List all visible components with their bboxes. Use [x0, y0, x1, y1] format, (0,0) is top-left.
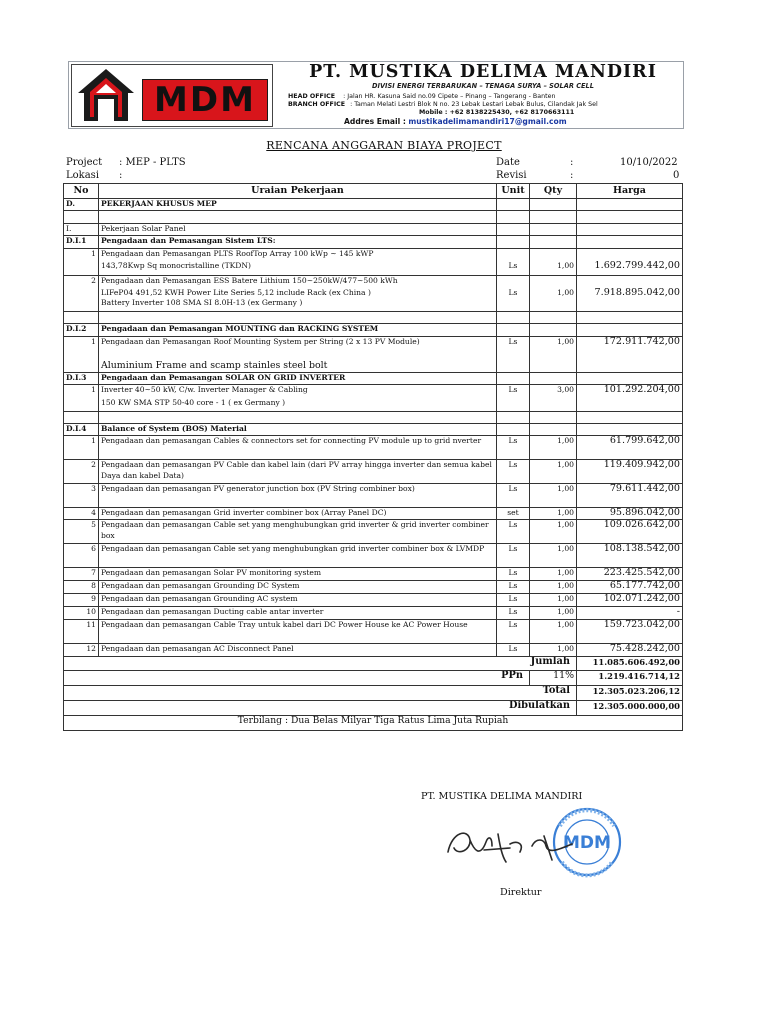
company-tagline: DIVISI ENERGI TERBARUKAN – TENAGA SURYA – SOLAR CELL	[372, 82, 594, 90]
item-no: 7	[64, 568, 99, 581]
total-value: 12.305.023.206,12	[577, 686, 683, 701]
item-qty: 1,00	[530, 520, 577, 544]
item-desc-detail	[99, 288, 497, 312]
subsection-title: Pengadaan dan Pemasangan Sistem LTS:	[99, 236, 497, 249]
item-no: 1	[64, 249, 99, 261]
date-colon: :	[570, 157, 574, 168]
item-desc: Pengadaan dan pemasangan Solar PV monitoring system	[99, 568, 497, 581]
item-unit: Ls	[497, 385, 530, 398]
item-qty: 1,00	[530, 568, 577, 581]
terbilang-row	[64, 716, 683, 731]
item-no: 2	[64, 276, 99, 288]
item-unit: Ls	[497, 568, 530, 581]
item-unit: Ls	[497, 581, 530, 594]
revisi-value: 0	[673, 170, 680, 181]
ppn-value: 1.219.416.714,12	[577, 671, 683, 686]
table-row	[64, 484, 683, 508]
table-row	[64, 436, 683, 460]
item-no: 2	[64, 460, 99, 484]
subsection-row	[64, 324, 683, 337]
table-row	[64, 385, 683, 398]
item-qty: 3,00	[530, 385, 577, 398]
summary-row-total	[64, 686, 683, 701]
subsection-row	[64, 236, 683, 249]
item-desc: Pengadaan dan pemasangan Cables & connectors set for connecting PV module up to grid nverter	[99, 436, 497, 460]
table-row	[64, 508, 683, 520]
item-unit: Ls	[497, 436, 530, 460]
email-label: Addres Email :	[344, 117, 406, 126]
item-price: 172.911.742,00	[577, 337, 683, 361]
item-qty: 1,00	[530, 288, 577, 312]
table-row	[64, 607, 683, 620]
ppn-rate: 11%	[530, 671, 577, 686]
item-desc: Pengadaan dan pemasangan AC Disconnect Panel	[99, 644, 497, 657]
section-title: Pekerjaan Solar Panel	[99, 224, 497, 236]
company-name: PT. MUSTIKA DELIMA MANDIRI	[309, 62, 657, 82]
item-desc: Inverter 40~50 kW, C/w. Inverter Manager & Cabling	[99, 385, 497, 398]
table-row	[64, 261, 683, 276]
item-no: 1	[64, 385, 99, 398]
item-no: 12	[64, 644, 99, 657]
item-desc: Pengadaan dan pemasangan Ducting cable antar inverter	[99, 607, 497, 620]
item-desc: Pengadaan dan pemasangan PV generator junction box (PV String combiner box)	[99, 484, 497, 508]
item-qty: 1,00	[530, 544, 577, 568]
ppn-label: PPn	[64, 671, 530, 686]
branch-office-address: : Taman Melati Lestri Blok N no. 23 Lebak Lestari Lebak Bulus, Cilandak Jak Sel	[350, 101, 598, 108]
item-unit: Ls	[497, 644, 530, 657]
subsection-title: Pengadaan dan Pemasangan MOUNTING dan RACKING SYSTEM	[99, 324, 497, 337]
lokasi-value: :	[119, 170, 123, 181]
item-price: 109.026.642,00	[577, 520, 683, 544]
item-qty: 1,00	[530, 581, 577, 594]
item-unit: Ls	[497, 484, 530, 508]
item-price: 61.799.642,00	[577, 436, 683, 460]
table-row	[64, 594, 683, 607]
subsection-code: D.I.2	[64, 324, 99, 337]
subsection-row	[64, 424, 683, 436]
subsection-row	[64, 373, 683, 385]
item-desc: Pengadaan dan pemasangan PV Cable dan kabel lain (dari PV array hingga inverter dan semua kabel Daya dan kabel Data)	[99, 460, 497, 484]
signature-title: Direktur	[500, 887, 542, 898]
item-no: 1	[64, 337, 99, 361]
header-qty: Qty	[530, 184, 577, 199]
table-row	[64, 361, 683, 373]
date-value: 10/10/2022	[620, 157, 678, 168]
table-row	[64, 276, 683, 288]
item-qty: 1,00	[530, 607, 577, 620]
item-price: 79.611.442,00	[577, 484, 683, 508]
subsection-title: Pengadaan dan Pemasangan SOLAR ON GRID INVERTER	[99, 373, 497, 385]
item-no: 6	[64, 544, 99, 568]
item-price: 65.177.742,00	[577, 581, 683, 594]
house-logo-icon	[76, 67, 136, 123]
stamp-text: MDM	[563, 833, 611, 853]
item-unit: Ls	[497, 620, 530, 644]
summary-row-jumlah	[64, 657, 683, 671]
item-unit: Ls	[497, 337, 530, 361]
item-desc: Pengadaan dan Pemasangan Roof Mounting System per String (2 x 13 PV Module)	[99, 337, 497, 361]
item-no: 4	[64, 508, 99, 520]
table-row	[64, 581, 683, 594]
section-code: D.	[64, 199, 99, 211]
item-unit: Ls	[497, 594, 530, 607]
table-row	[64, 568, 683, 581]
item-price: 119.409.942,00	[577, 460, 683, 484]
item-desc: Pengadaan dan pemasangan Grounding DC System	[99, 581, 497, 594]
company-logo	[71, 64, 273, 127]
company-stamp	[554, 809, 620, 875]
header-no: No	[64, 184, 99, 199]
item-qty: 1,00	[530, 620, 577, 644]
jumlah-label: Jumlah	[64, 657, 577, 671]
table-header-row	[64, 184, 683, 199]
document-title: RENCANA ANGGARAN BIAYA PROJECT	[266, 139, 502, 152]
dibulatkan-label: Dibulatkan	[64, 701, 577, 716]
item-unit: Ls	[497, 544, 530, 568]
subsection-code: D.I.4	[64, 424, 99, 436]
letterhead	[68, 61, 684, 129]
branch-office-label: BRANCH OFFICE	[288, 101, 346, 108]
item-desc-detail: 143,78Kwp Sq monocristalline (TKDN)	[99, 261, 497, 276]
mobile-line: Mobile : +62 8138225430, +62 8170663111	[419, 109, 575, 116]
item-qty: 1,00	[530, 337, 577, 361]
item-qty: 1,00	[530, 644, 577, 657]
item-desc: Pengadaan dan pemasangan Cable set yang menghubungkan grid inverter & grid inverter combiner box	[99, 520, 497, 544]
item-price: 95.896.042,00	[577, 508, 683, 520]
item-desc-detail: Aluminium Frame and scamp stainles steel bolt	[99, 361, 497, 373]
subsection-code: D.I.1	[64, 236, 99, 249]
section-code: I.	[64, 224, 99, 236]
spacer-row	[64, 211, 683, 224]
item-price: -	[577, 607, 683, 620]
project-label: Project	[66, 157, 103, 168]
item-no: 8	[64, 581, 99, 594]
spacer-row	[64, 412, 683, 424]
section-row	[64, 224, 683, 236]
item-qty: 1,00	[530, 436, 577, 460]
item-unit: Ls	[497, 288, 530, 312]
item-price: 108.138.542,00	[577, 544, 683, 568]
item-no: 1	[64, 436, 99, 460]
project-value: : MEP - PLTS	[119, 157, 186, 168]
table-row	[64, 337, 683, 361]
item-price: 7.918.895.042,00	[577, 288, 683, 312]
revisi-colon: :	[570, 170, 574, 181]
item-desc-detail: 150 KW SMA STP 50-40 core - 1 ( ex Germany )	[99, 398, 497, 412]
item-unit: Ls	[497, 261, 530, 276]
branch-office-line	[288, 101, 598, 108]
item-qty: 1,00	[530, 594, 577, 607]
item-qty: 1,00	[530, 508, 577, 520]
item-desc: Pengadaan dan pemasangan Cable Tray untuk kabel dari DC Power House ke AC Power House	[99, 620, 497, 644]
table-row	[64, 620, 683, 644]
table-row	[64, 288, 683, 312]
terbilang-text: Terbilang : Dua Belas Milyar Tiga Ratus Lima Juta Rupiah	[64, 716, 683, 731]
item-qty: 1,00	[530, 261, 577, 276]
email-address[interactable]: mustikadelimamandiri17@gmail.com	[408, 117, 567, 126]
item-price: 102.071.242,00	[577, 594, 683, 607]
signature-area	[440, 806, 640, 884]
item-no: 11	[64, 620, 99, 644]
section-row	[64, 199, 683, 211]
item-unit: set	[497, 508, 530, 520]
item-price: 101.292.204,00	[577, 385, 683, 398]
summary-row-ppn	[64, 671, 683, 686]
table-row	[64, 398, 683, 412]
signature-company: PT. MUSTIKA DELIMA MANDIRI	[421, 791, 583, 802]
item-no: 10	[64, 607, 99, 620]
item-price: 223.425.542,00	[577, 568, 683, 581]
item-desc-line: LIFeP04 491,52 KWH Power Lite Series 5,12 include Rack (ex China )	[101, 287, 371, 297]
head-office-label: HEAD OFFICE	[288, 93, 336, 100]
spacer-row	[64, 312, 683, 324]
budget-table	[63, 183, 683, 731]
item-desc-line: Battery Inverter 108 SMA SI 8.0H-13 (ex Germany )	[101, 298, 303, 307]
summary-row-dibulatkan	[64, 701, 683, 716]
revisi-label: Revisi	[496, 170, 527, 181]
item-no: 3	[64, 484, 99, 508]
item-desc: Pengadaan dan Pemasangan ESS Batere Lithium 150~250kW/477~500 kWh	[99, 276, 497, 288]
item-desc: Pengadaan dan pemasangan Cable set yang menghubungkan grid inverter combiner box & LVMDP	[99, 544, 497, 568]
email-line	[344, 117, 567, 126]
logo-wordmark: MDM	[142, 79, 268, 121]
item-desc: Pengadaan dan pemasangan Grid inverter combiner box (Array Panel DC)	[99, 508, 497, 520]
item-unit: Ls	[497, 460, 530, 484]
item-desc: Pengadaan dan pemasangan Grounding AC system	[99, 594, 497, 607]
item-desc: Pengadaan dan Pemasangan PLTS RoofTop Array 100 kWp ~ 145 kWP	[99, 249, 497, 261]
jumlah-value: 11.085.606.492,00	[577, 657, 683, 671]
signature-and-stamp	[440, 806, 640, 884]
header-harga: Harga	[577, 184, 683, 199]
bos-items	[64, 436, 683, 657]
subsection-title: Balance of System (BOS) Material	[99, 424, 497, 436]
item-price: 75.428.242,00	[577, 644, 683, 657]
table-row	[64, 544, 683, 568]
item-price: 1.692.799.442,00	[577, 261, 683, 276]
item-qty: 1,00	[530, 460, 577, 484]
item-qty: 1,00	[530, 484, 577, 508]
head-office-line	[288, 93, 555, 100]
item-no: 9	[64, 594, 99, 607]
date-label: Date	[496, 157, 520, 168]
table-row	[64, 644, 683, 657]
table-row	[64, 460, 683, 484]
header-unit: Unit	[497, 184, 530, 199]
subsection-code: D.I.3	[64, 373, 99, 385]
item-price: 159.723.042,00	[577, 620, 683, 644]
item-no: 5	[64, 520, 99, 544]
item-unit: Ls	[497, 520, 530, 544]
lokasi-label: Lokasi	[66, 170, 100, 181]
table-row	[64, 249, 683, 261]
total-label: Total	[64, 686, 577, 701]
header-uraian: Uraian Pekerjaan	[99, 184, 497, 199]
section-title: PEKERJAAN KHUSUS MEP	[99, 199, 497, 211]
head-office-address: : Jalan HR. Kasuna Said no.09 Cipete – Pinang – Tangerang - Banten	[343, 93, 556, 100]
item-unit: Ls	[497, 607, 530, 620]
table-row	[64, 520, 683, 544]
dibulatkan-value: 12.305.000.000,00	[577, 701, 683, 716]
